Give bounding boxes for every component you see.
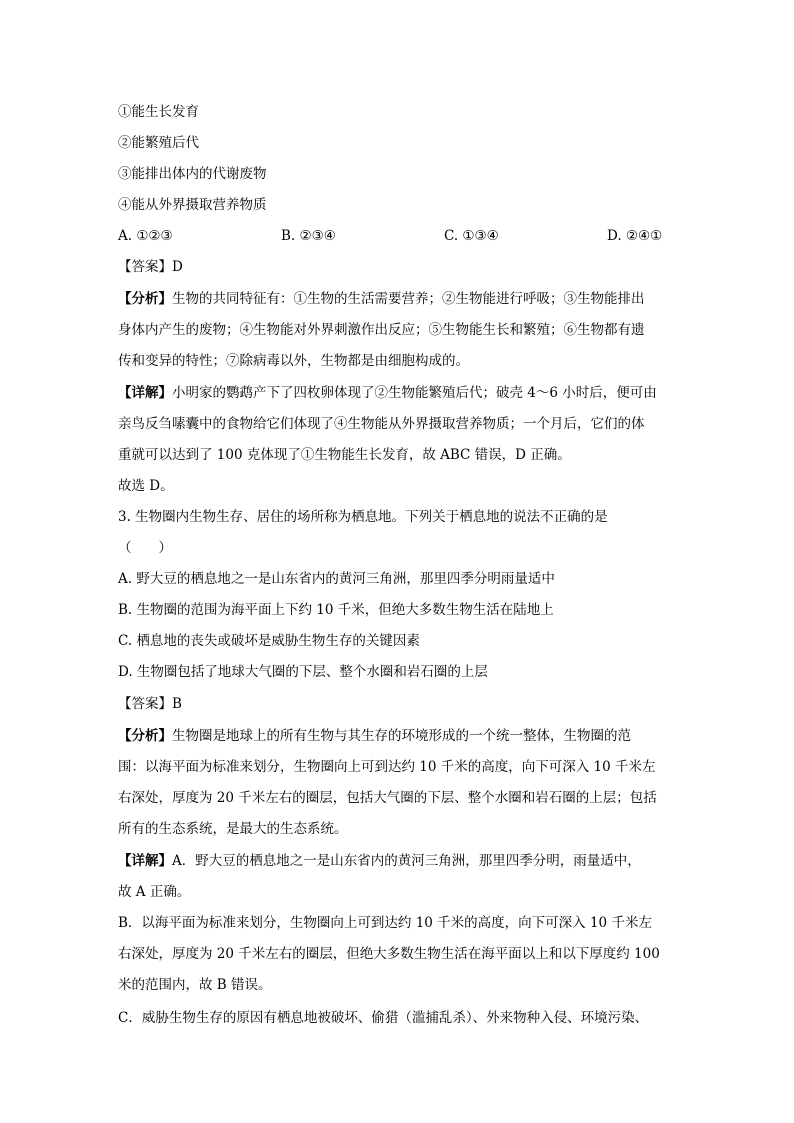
q3-answer-label: 【答案】 — [118, 696, 172, 712]
q3-detail-label: 【详解】 — [118, 853, 172, 869]
option-d: D. ②④① — [607, 228, 663, 244]
statement-4: ④能从外界摄取营养物质 — [118, 197, 267, 213]
answer-label: 【答案】 — [118, 259, 172, 275]
answer-value: D — [172, 259, 183, 275]
q3-analysis-label: 【分析】 — [118, 728, 172, 744]
option-b: B. ②③④ — [281, 228, 336, 244]
q3-option-d: D. 生物圈包括了地球大气圈的下层、整个水圈和岩石圈的上层 — [118, 664, 488, 680]
detail-line-3: 重就可以达到了 100 克体现了①生物能生长发育，故 ABC 错误，D 正确。 — [118, 447, 571, 463]
statement-2: ②能繁殖后代 — [118, 135, 199, 151]
option-a: A. ①②③ — [118, 228, 173, 244]
detail-line-2: 亲鸟反刍嗉囊中的食物给它们体现了④生物能从外界摄取营养物质；一个月后，它们的体 — [118, 416, 645, 432]
q3-answer-line — [118, 698, 182, 712]
analysis-line-3: 传和变异的特性；⑦除病毒以外，生物都是由细胞构成的。 — [118, 353, 469, 369]
answer-line — [118, 261, 183, 275]
q3-option-a: A. 野大豆的栖息地之一是山东省内的黄河三角洲，那里四季分明雨量适中 — [118, 571, 555, 587]
q3-answer-value: B — [172, 696, 182, 712]
q3-analysis-line-2: 围：以海平面为标准来划分，生物圈向上可到达约 10 千米的高度，向下可深入 10 千米左 — [118, 759, 656, 775]
q3-detail-line-5: 米的范围内，故 B 错误。 — [118, 977, 272, 993]
detail-line-1: 【详解】小明家的鹦鹉产下了四枚卵体现了②生物能繁殖后代；破壳 4～6 小时后，便可由 — [118, 385, 657, 401]
q3-option-c: C. 栖息地的丧失或破坏是威胁生物生存的关键因素 — [118, 633, 420, 649]
q3-detail-line-2: 故 A 正确。 — [118, 884, 191, 900]
detail-line-4: 故选 D。 — [118, 478, 174, 494]
analysis-line-1: 【分析】生物的共同特征有：①生物的生活需要营养；②生物能进行呼吸；③生物能排出 — [118, 291, 645, 307]
q3-analysis-line-1: 【分析】生物圈是地球上的所有生物与其生存的环境形成的一个统一整体，生物圈的范 — [118, 728, 631, 744]
analysis-line-2: 身体内产生的废物；④生物能对外界刺激作出反应；⑤生物能生长和繁殖；⑥生物都有遗 — [118, 322, 645, 338]
question-3-bracket: （ ） — [118, 540, 172, 556]
option-c: C. ①③④ — [444, 228, 499, 244]
statement-1: ①能生长发育 — [118, 104, 199, 120]
q3-analysis-line-4: 所有的生态系统，是最大的生态系统。 — [118, 821, 348, 837]
q3-detail-line-3: B．以海平面为标准来划分，生物圈向上可到达约 10 千米的高度，向下可深入 10 千米左 — [118, 915, 652, 931]
analysis-label: 【分析】 — [118, 291, 172, 307]
q3-detail-line-1: 【详解】A．野大豆的栖息地之一是山东省内的黄河三角洲，那里四季分明，雨量适中， — [118, 853, 641, 869]
q3-detail-line-6: C．威胁生物生存的原因有栖息地被破坏、偷猎（滥捕乱杀）、外来物种入侵、环境污染、 — [118, 1010, 649, 1026]
statement-3: ③能排出体内的代谢废物 — [118, 166, 267, 182]
q3-detail-line-4: 右深处，厚度为 20 千米左右的圈层，但绝大多数生物生活在海平面以上和以下厚度约 100 — [118, 946, 660, 962]
q3-analysis-line-3: 右深处，厚度为 20 千米左右的圈层，包括大气圈的下层、整个水圈和岩石圈的上层；包括 — [118, 790, 657, 806]
question-3-stem: 3. 生物圈内生物生存、居住的场所称为栖息地。下列关于栖息地的说法不正确的是 — [118, 509, 608, 525]
detail-label: 【详解】 — [118, 385, 172, 401]
q3-option-b: B. 生物圈的范围为海平面上下约 10 千米，但绝大多数生物生活在陆地上 — [118, 602, 554, 618]
